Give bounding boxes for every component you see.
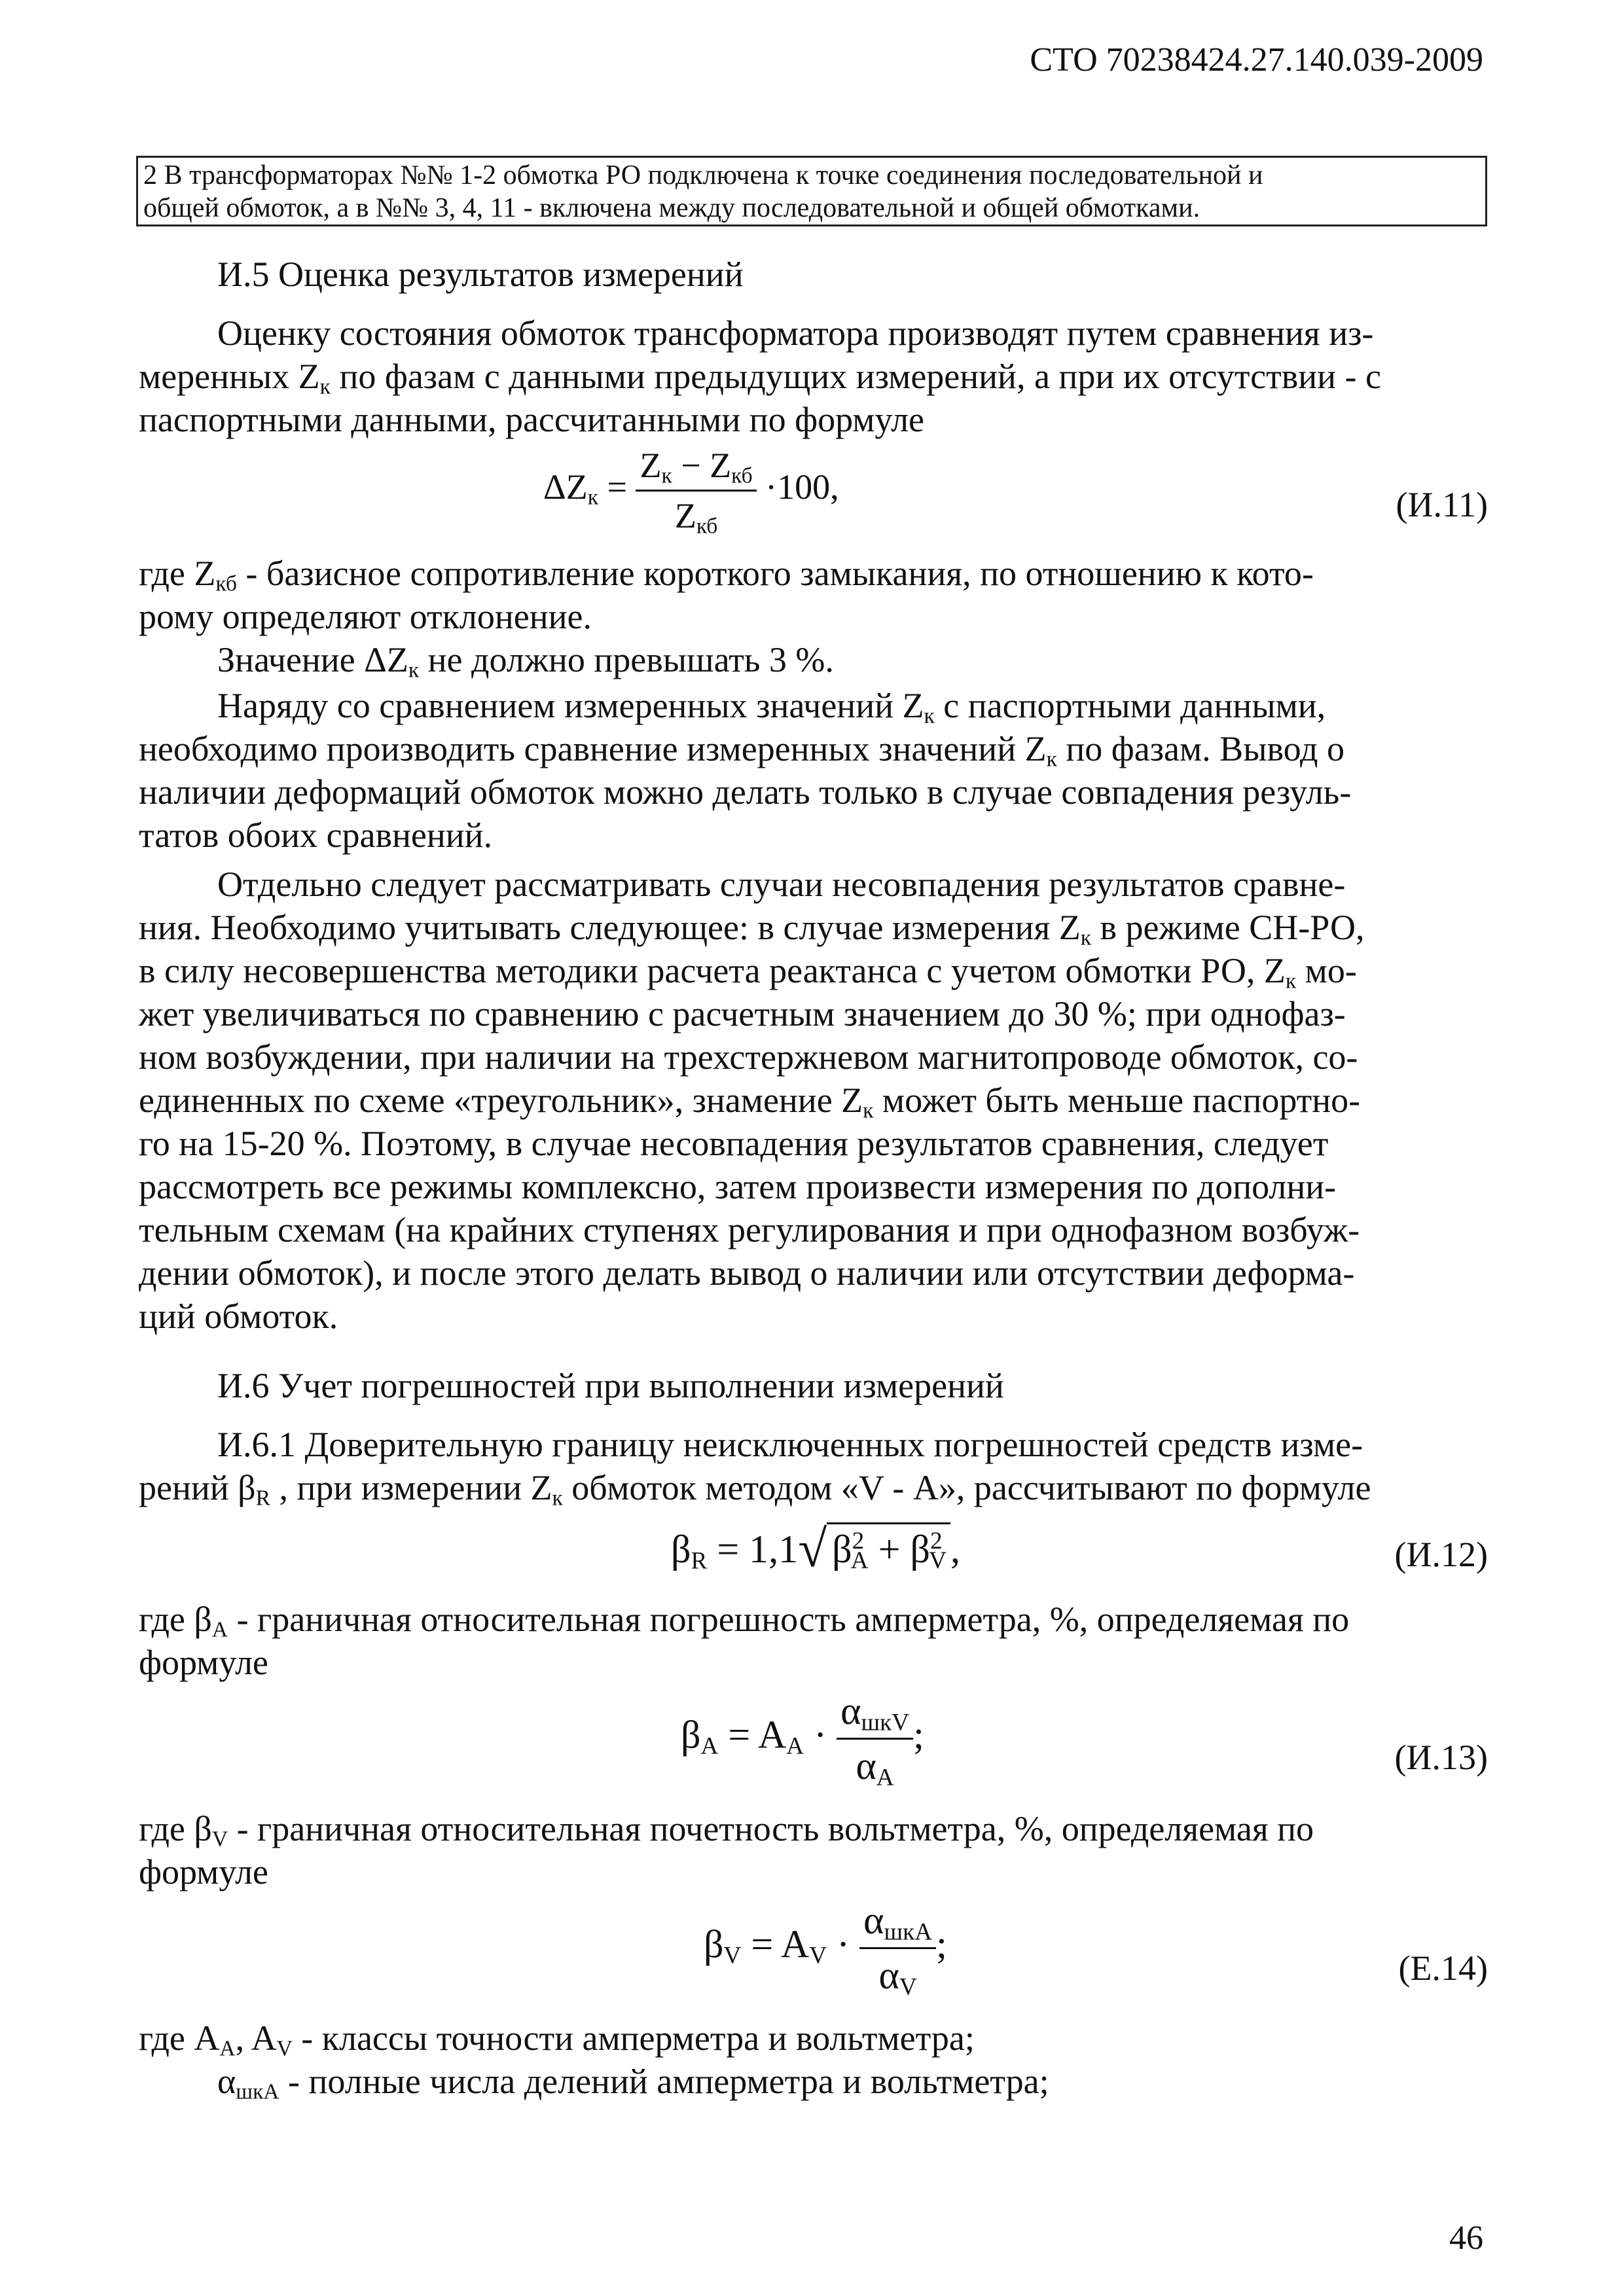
para3-line6: единенных по схеме «треугольник», знамение $Z_к$ может быть меньше паспортно- xyxy=(139,1081,1361,1123)
page-number: 46 xyxy=(1449,2219,1483,2257)
para2-line4: татов обоих сравнений. xyxy=(139,816,493,855)
para1-line2: меренных $Z_к$ по фазам с данными предыдущих измерений, а при их отсутствии - с xyxy=(139,357,1381,399)
para3-line1: Отдельно следует рассматривать случаи несовпадения результатов сравне- xyxy=(217,865,1346,904)
section-heading-i6: И.6 Учет погрешностей при выполнении измерений xyxy=(217,1366,1004,1405)
equation-label-e14: (Е.14) xyxy=(1398,1948,1488,1988)
para2-line3: наличии деформаций обмоток можно делать только в случае совпадения резуль- xyxy=(139,772,1352,812)
equation-i13: $\beta_A = A_A$ · $\frac{\alpha_{шкV}}{\alpha_A}$ ; xyxy=(681,1689,924,1791)
sqrt-symbol: √ xyxy=(798,1520,827,1578)
para1-line3: паспортными данными, рассчитанными по формуле xyxy=(139,400,924,439)
para1-line1: Оценку состояния обмоток трансформатора производят путем сравнения из- xyxy=(217,314,1374,353)
section-heading-i5: И.5 Оценка результатов измерений xyxy=(217,255,744,294)
equation-e14: $\beta_V = A_V$ · $\frac{\alpha_{шкA}}{\alpha_V}$ ; xyxy=(704,1899,947,2001)
para3-line8: рассмотреть все режимы комплексно, затем произвести измерения по дополни- xyxy=(139,1167,1337,1206)
para3-line2: ния. Необходимо учитывать следующее: в случае измерения $Z_к$ в режиме СН-РО, xyxy=(139,908,1365,950)
equation-label-i11: (И.11) xyxy=(1396,485,1488,524)
para4-line1: И.6.1 Доверительную границу неисключенных погрешностей средств изме- xyxy=(217,1425,1363,1464)
para2-line2: необходимо производить сравнение измеренных значений $Z_к$ по фазам. Вывод о xyxy=(139,729,1345,772)
fraction: $\frac{Z_к - Z_{кб}}{Z_{кб}}$ xyxy=(636,445,756,536)
where3-line2: формуле xyxy=(139,1852,268,1892)
fraction: $\frac{\alpha_{шкV}}{\alpha_A}$ xyxy=(837,1689,913,1789)
para3-line10: дении обмоток), и после этого делать вывод о наличии или отсутствии деформа- xyxy=(139,1253,1355,1293)
para3-line3: в силу несовершенства методики расчета реактанса с учетом обмотки РО, $Z_к$ мо- xyxy=(139,951,1357,994)
equation-i11: $\Delta Z_к$ = $\frac{Z_к - Z_{кб}}{Z_{кб}}$ ·100, xyxy=(543,446,839,539)
note-line-1: 2 В трансформаторах №№ 1-2 обмотка РО подключена к точке соединения последовательной и xyxy=(143,160,1263,190)
para4-line2: рений $\beta_R$ , при измерении $Z_к$ обмоток методом «V - А», рассчитывают по формуле xyxy=(139,1468,1371,1511)
where4-line2: $\alpha_{шкA}$ - полные числа делений амперметра и вольтметра; xyxy=(217,2062,1049,2104)
note-line-2: общей обмоток, а в №№ 3, 4, 11 - включена между последовательной и общей обмотками. xyxy=(143,193,1200,223)
where1-line2: рому определяют отклонение. xyxy=(139,597,592,636)
para3-line9: тельным схемам (на крайних ступенях регулирования и при однофазном возбуж- xyxy=(139,1210,1360,1249)
para3-line7: го на 15-20 %. Поэтому, в случае несовпадения результатов сравнения, следует xyxy=(139,1124,1329,1163)
para3-line5: ном возбуждении, при наличии на трехстержневом магнитопроводе обмоток, со- xyxy=(139,1037,1358,1077)
para2-line1: Наряду со сравнением измеренных значений $Z_к$ с паспортными данными, xyxy=(217,686,1326,728)
where2-line1: где $\beta_A$ - граничная относительная погрешность амперметра, %, определяемая по xyxy=(139,1600,1350,1642)
where1-line1: где $Z_{кб}$ - базисное сопротивление короткого замыкания, по отношению к кото- xyxy=(139,554,1314,596)
para3-line11: ций обмоток. xyxy=(139,1297,338,1336)
fraction: $\frac{\alpha_{шкA}}{\alpha_V}$ xyxy=(859,1898,936,1998)
para3-line4: жет увеличиваться по сравнению с расчетным значением до 30 %; при однофаз- xyxy=(139,994,1346,1033)
where1-line3: Значение $\Delta Z_к$ не должно превышать 3 %. xyxy=(217,640,834,683)
equation-i12: $\beta_R = 1,1√$ $\beta^2_A + \beta^2_V$ , xyxy=(671,1520,960,1578)
equation-label-i13: (И.13) xyxy=(1394,1738,1488,1777)
where2-line2: формуле xyxy=(139,1643,268,1682)
equation-label-i12: (И.12) xyxy=(1394,1535,1488,1574)
where3-line1: где $\beta_V$ - граничная относительная почетность вольтметра, %, определяемая по xyxy=(139,1809,1314,1852)
document-code: СТО 70238424.27.140.039-2009 xyxy=(1030,41,1483,79)
note-box xyxy=(136,156,1487,226)
where4-line1: где $A_A$, $A_V$ - классы точности амперметра и вольтметра; xyxy=(139,2018,975,2061)
